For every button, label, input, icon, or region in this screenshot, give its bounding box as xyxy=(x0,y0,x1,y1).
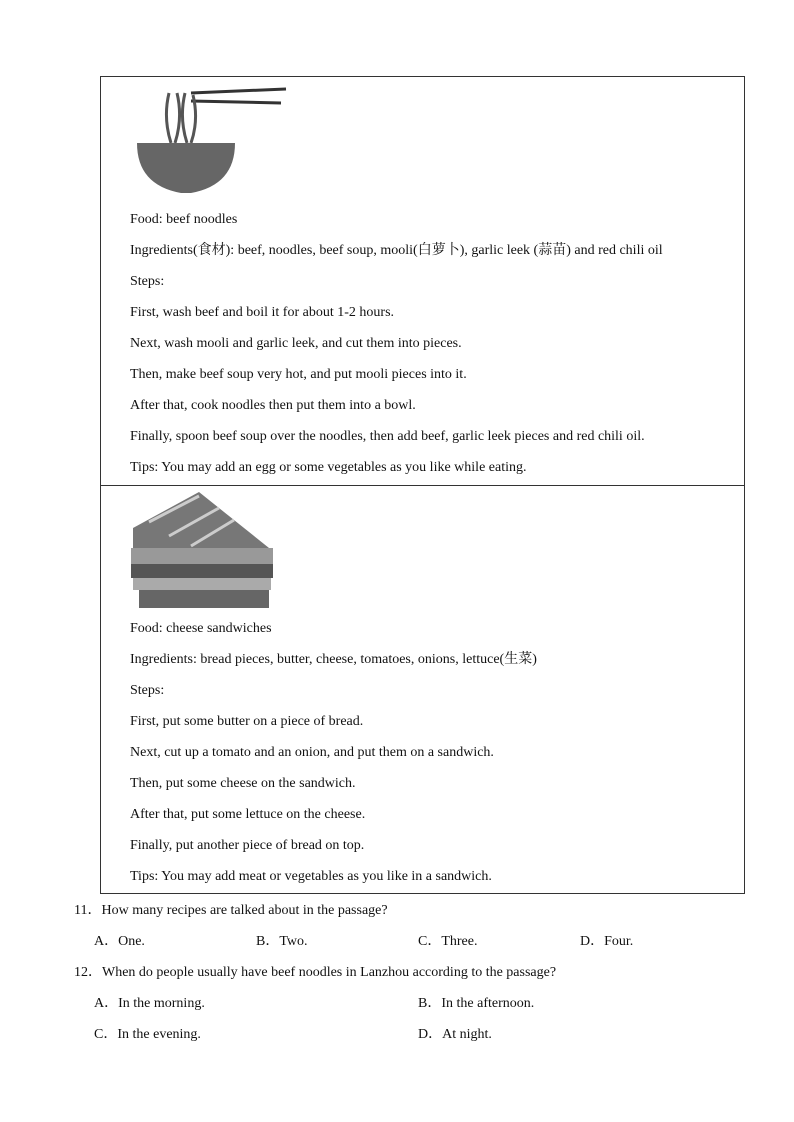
question-stem: 12．When do people usually have beef noodles in Lanzhou according to the passage? xyxy=(74,965,557,980)
step: Next, wash mooli and garlic leek, and cut them into pieces. xyxy=(130,336,462,351)
recipe-beef-noodles xyxy=(100,76,745,486)
option-c[interactable]: C．Three. xyxy=(418,934,478,949)
tips: Tips: You may add meat or vegetables as you like in a sandwich. xyxy=(130,869,492,884)
food-name: Food: cheese sandwiches xyxy=(130,621,272,636)
option-d[interactable]: D．At night. xyxy=(418,1027,492,1042)
recipe-cheese-sandwiches xyxy=(100,485,745,894)
step: Then, put some cheese on the sandwich. xyxy=(130,776,356,791)
step: Finally, spoon beef soup over the noodles, then add beef, garlic leek pieces and red chili oil. xyxy=(130,429,645,444)
step: Then, make beef soup very hot, and put mooli pieces into it. xyxy=(130,367,467,382)
option-c[interactable]: C．In the evening. xyxy=(94,1027,201,1042)
step: After that, put some lettuce on the cheese. xyxy=(130,807,366,822)
option-b[interactable]: B．Two. xyxy=(256,934,308,949)
step: Next, cut up a tomato and an onion, and put them on a sandwich. xyxy=(130,745,494,760)
tips: Tips: You may add an egg or some vegetables as you like while eating. xyxy=(130,460,527,475)
ingredients: Ingredients: bread pieces, butter, cheese, tomatoes, onions, lettuce(生菜) xyxy=(130,652,537,667)
steps-label: Steps: xyxy=(130,683,165,698)
question-stem: 11．How many recipes are talked about in the passage? xyxy=(74,903,388,918)
food-name: Food: beef noodles xyxy=(130,212,238,227)
noodle-bowl-icon xyxy=(131,85,291,197)
option-b[interactable]: B．In the afternoon. xyxy=(418,996,535,1011)
option-d[interactable]: D．Four. xyxy=(580,934,634,949)
step: After that, cook noodles then put them into a bowl. xyxy=(130,398,416,413)
step: First, wash beef and boil it for about 1-2 hours. xyxy=(130,305,395,320)
steps-label: Steps: xyxy=(130,274,165,289)
step: First, put some butter on a piece of bread. xyxy=(130,714,364,729)
ingredients: Ingredients(食材): beef, noodles, beef soup, mooli(白萝卜), garlic leek (蒜苗) and red chili oil xyxy=(130,243,663,258)
option-a[interactable]: A．In the morning. xyxy=(94,996,205,1011)
sandwich-icon xyxy=(129,488,279,612)
option-a[interactable]: A．One. xyxy=(94,934,145,949)
step: Finally, put another piece of bread on top. xyxy=(130,838,365,853)
